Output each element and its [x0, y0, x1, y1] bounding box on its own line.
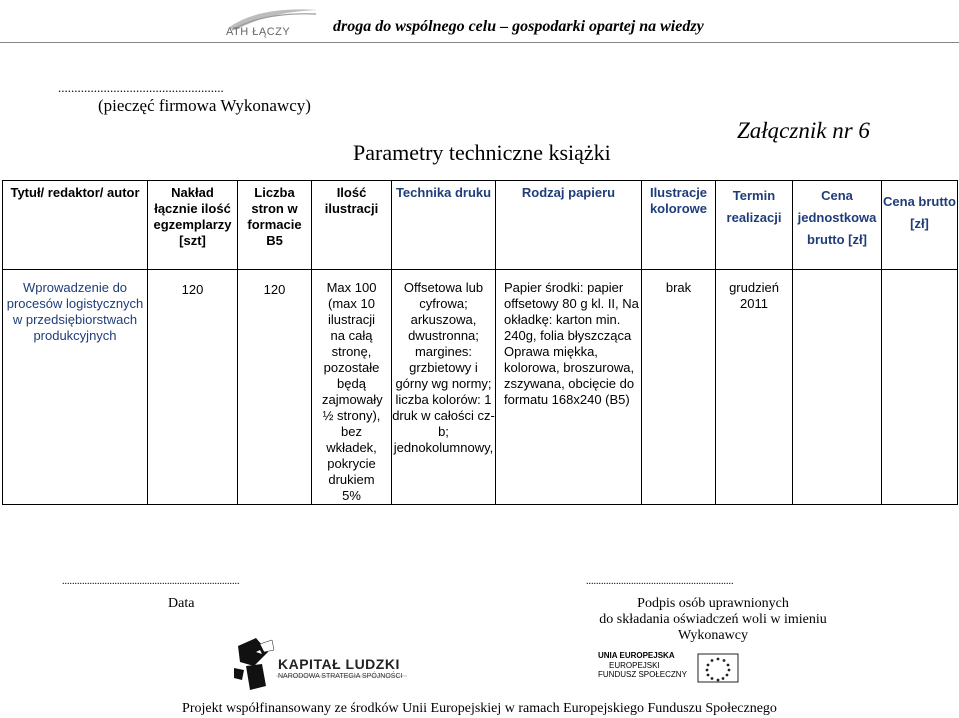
- signers-line-1: Podpis osób uprawnionych: [637, 596, 789, 611]
- page-title: Parametry techniczne książki: [353, 140, 611, 165]
- spec-table: [2, 180, 958, 505]
- cell-paper-type: Papier środki: papier offsetowy 80 g kl. II, Na okładkę: karton min. 240g, folia błyszcząca Oprawa miękka, kolorowa, broszurowa, zszywana, obcięcie do formatu 168x240 (B5): [496, 270, 642, 505]
- header-unit-price: Cena jednostkowa brutto [zł]: [793, 181, 882, 270]
- signers-line-2: do składania oświadczeń woli w imieniu Wykonawcy: [599, 612, 827, 643]
- header-illustrations: Ilość ilustracji: [312, 181, 392, 270]
- header-color-illustrations: Ilustracje kolorowe: [642, 181, 716, 270]
- header-paper-type: Rodzaj papieru: [496, 181, 642, 270]
- table-row: [3, 270, 958, 505]
- cell-pages: 120: [238, 270, 312, 505]
- eu-label-line-2: EUROPEJSKI: [609, 661, 660, 670]
- annex-label: Załącznik nr 6: [737, 118, 870, 143]
- cell-illustrations: Max 100 (max 10 ilustracji na całą stronę, pozostałe będą zajmowały ½ strony), bez wkładek, pokrycie drukiem 5%: [312, 270, 392, 505]
- cell-print-technique: Offsetowa lub cyfrowa; arkuszowa, dwustronna; margines: grzbietowy i górny wg normy; liczba kolorów: 1 druk w całości cz-b; jednokolumnowy,: [392, 270, 496, 505]
- eu-label-line-3: FUNDUSZ SPOŁECZNY: [598, 670, 687, 679]
- cell-total-price: [882, 270, 958, 505]
- header-print-technique: Technika druku: [392, 181, 496, 270]
- cell-quantity: 120: [148, 270, 238, 505]
- header-deadline: Termin realizacji: [716, 181, 793, 270]
- signers-signature-line: ...........................................................: [586, 576, 734, 587]
- stamp-label: (pieczęć firmowa Wykonawcy): [98, 96, 311, 115]
- ath-logo-text: ATH ŁĄCZY: [226, 26, 291, 38]
- header-title-author: Tytuł/ redaktor/ autor: [3, 181, 148, 270]
- kapital-ludzki-subtitle: NARODOWA STRATEGIA SPÓJNOŚCI: [278, 673, 403, 680]
- cell-unit-price: [793, 270, 882, 505]
- date-signature-line: .......................................................................: [62, 576, 240, 587]
- header-quantity: Nakład łącznie ilość egzemplarzy [szt]: [148, 181, 238, 270]
- cell-title: Wprowadzenie do procesów logistycznych w przedsiębiorstwach produkcyjnych: [3, 270, 148, 505]
- kapital-ludzki-title: KAPITAŁ LUDZKI: [278, 656, 400, 672]
- cell-color-illustrations: brak: [642, 270, 716, 505]
- header-pages: Liczba stron w formacie B5: [238, 181, 312, 270]
- header-motto: droga do wspólnego celu – gospodarki opartej na wiedzy: [333, 18, 704, 35]
- header-total-price: Cena brutto [zł]: [882, 181, 958, 270]
- footer-text: Projekt współfinansowany ze środków Unii Europejskiej w ramach Europejskiego Funduszu Społecznego: [182, 701, 777, 716]
- date-label: Data: [168, 596, 195, 611]
- table-header-row: [3, 181, 958, 270]
- cell-deadline: grudzień 2011: [716, 270, 793, 505]
- stamp-dots: ...................................................: [58, 80, 224, 95]
- header-divider: [0, 42, 959, 43]
- eu-label-line-1: UNIA EUROPEJSKA: [598, 651, 675, 660]
- signers-label: [568, 596, 858, 644]
